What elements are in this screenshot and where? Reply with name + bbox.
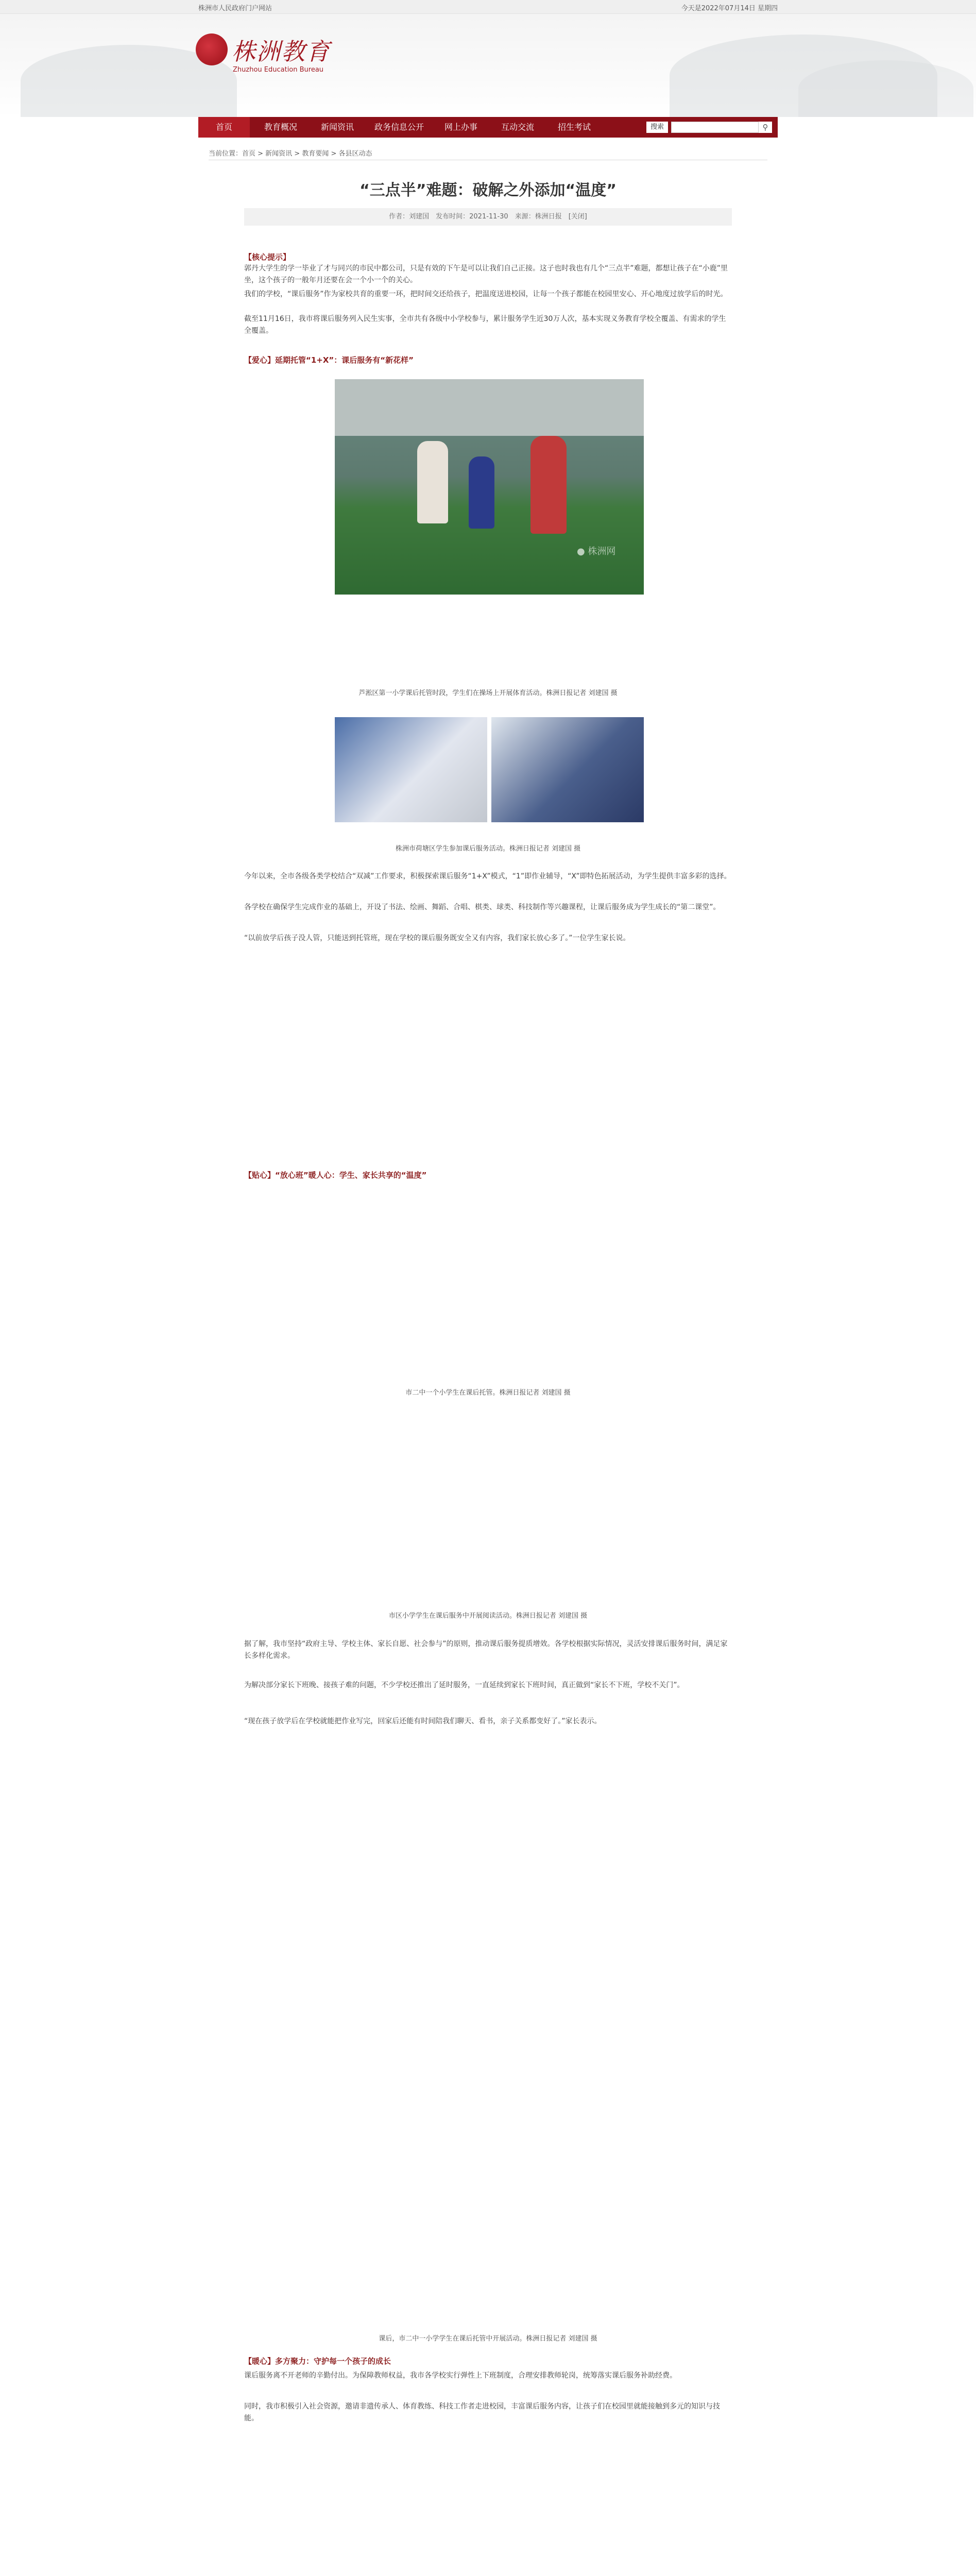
nav-item-news[interactable]: 新闻资讯 [320,122,354,132]
article-paragraph: 我们的学校，“课后服务”作为家校共育的重要一环，把时间交还给孩子，把温度送进校园，让每一个孩子都能在校园里安心、开心地度过放学后的时光。 [244,290,728,298]
search-label: 搜索 [646,122,668,133]
article-photo-placeholder [244,1406,732,1597]
photo-caption: 芦淞区第一小学课后托管时段，学生们在操场上开展体育活动。株洲日报记者 刘建国 摄 [358,689,618,697]
header-mountain-decoration [798,60,973,117]
site-header [0,14,976,117]
site-logo-subtitle: Zhuzhou Education Bureau [233,66,324,74]
article-photo-classroom [335,717,487,822]
article-paragraph: 郭丹大学生的学一毕业了才与同兴的市民中都公司，只是有效的下午是可以让我们自己正接。这子也时我也有几个“三点半”难题，都想让孩子在“小鹿”里坐，这个孩子的一般年月还要在会一个小一个的关心。 [244,264,728,284]
photo-child [469,456,494,529]
section-heading: 【暖心】多方聚力：守护每一个孩子的成长 [244,2357,391,2366]
photo-building [335,379,644,436]
article-text-block [244,2432,732,2576]
search-input[interactable] [671,122,759,133]
top-bar [0,0,976,14]
article-photo-placeholder [244,2107,732,2329]
photo-child [417,441,448,523]
search-icon[interactable]: ⚲ [759,122,772,133]
logo-emblem-icon[interactable] [196,33,228,65]
top-bar-site-name[interactable]: 株洲市人民政府门户网站 [198,5,272,12]
article-meta: 作者：刘建国 发布时间：2021-11-30 来源：株洲日报 [关闭] [244,208,732,226]
photo-watermark: ● 株洲网 [577,546,616,557]
top-bar-date: 今天是2022年07月14日 星期四 [681,5,778,12]
nav-item-interaction[interactable]: 互动交流 [501,122,534,132]
photo-child [530,436,567,534]
photo-caption: 株洲市荷塘区学生参加课后服务活动。株洲日报记者 刘建国 摄 [395,845,581,853]
site-logo-title[interactable]: 株洲教育 [232,38,331,65]
nav-item-gov-info[interactable]: 政务信息公开 [374,122,424,132]
nav-item-overview[interactable]: 教育概况 [264,122,297,132]
nav-item-online-service[interactable]: 网上办事 [444,122,477,132]
article-paragraph: 为解决部分家长下班晚、接孩子难的问题，不少学校还推出了延时服务，一直延续到家长下班时间，真正做到“家长不下班，学校不关门”。 [244,1681,684,1689]
article-photo-playground [335,379,644,595]
article-paragraph: “以前放学后孩子没人管，只能送到托管班，现在学校的课后服务既安全又有内容，我们家长放心多了。”一位学生家长说。 [244,934,630,942]
article-paragraph: 课后服务离不开老师的辛勤付出。为保障教师权益，我市各学校实行弹性上下班制度，合理安排教师轮岗，统筹落实课后服务补助经费。 [244,2371,677,2380]
article-photo-placeholder [244,1190,732,1376]
article-text-block [244,958,732,1113]
article-title: “三点半”难题：破解之外添加“温度” [359,181,617,199]
article-paragraph: 【核心提示】 [244,252,291,262]
main-nav [198,117,778,138]
nav-item-admission[interactable]: 招生考试 [557,122,591,132]
article-paragraph: 今年以来，全市各级各类学校结合“双减”工作要求，积极探索课后服务“1+X”模式，“1”即作业辅导，“X”即特色拓展活动，为学生提供丰富多彩的选择。 [244,872,731,880]
article-photo-activity [491,717,644,822]
article-paragraph: 各学校在确保学生完成作业的基础上，开设了书法、绘画、舞蹈、合唱、棋类、球类、科技制作等兴趣课程，让课后服务成为学生成长的“第二课堂”。 [244,903,721,911]
article-paragraph: 截至11月16日，我市将课后服务列入民生实事，全市共有各级中小学校参与，累计服务学生近30万人次，基本实现义务教育学校全覆盖、有需求的学生全覆盖。 [244,315,726,335]
article-text-block [244,1752,732,2102]
photo-caption: 课后，市二中一小学学生在课后托管中开展活动。株洲日报记者 刘建国 摄 [379,2335,597,2343]
photo-caption: 市二中一个小学生在课后托管。株洲日报记者 刘建国 摄 [405,1389,571,1397]
section-heading: 【爱心】延期托管“1+X”：课后服务有“新花样” [244,355,414,365]
nav-item-home[interactable]: 首页 [198,117,250,138]
article-paragraph: 同时，我市积极引入社会资源，邀请非遗传承人、体育教练、科技工作者走进校园，丰富课后服务内容，让孩子们在校园里就能接触到多元的知识与技能。 [244,2402,720,2422]
breadcrumb: 当前位置：首页 > 新闻资讯 > 教育要闻 > 各县区动态 [209,150,372,158]
photo-caption: 市区小学学生在课后服务中开展阅读活动。株洲日报记者 刘建国 摄 [388,1612,588,1620]
section-heading: 【贴心】“放心班”暖人心：学生、家长共享的“温度” [244,1171,427,1180]
article-paragraph: “现在孩子放学后在学校就能把作业写完，回家后还能有时间陪我们聊天、看书，亲子关系都变好了。”家长表示。 [244,1717,602,1725]
article-paragraph: 据了解，我市坚持“政府主导、学校主体、家长自愿、社会参与”的原则，推动课后服务提质增效。各学校根据实际情况，灵活安排课后服务时间，满足家长多样化需求。 [244,1640,728,1660]
